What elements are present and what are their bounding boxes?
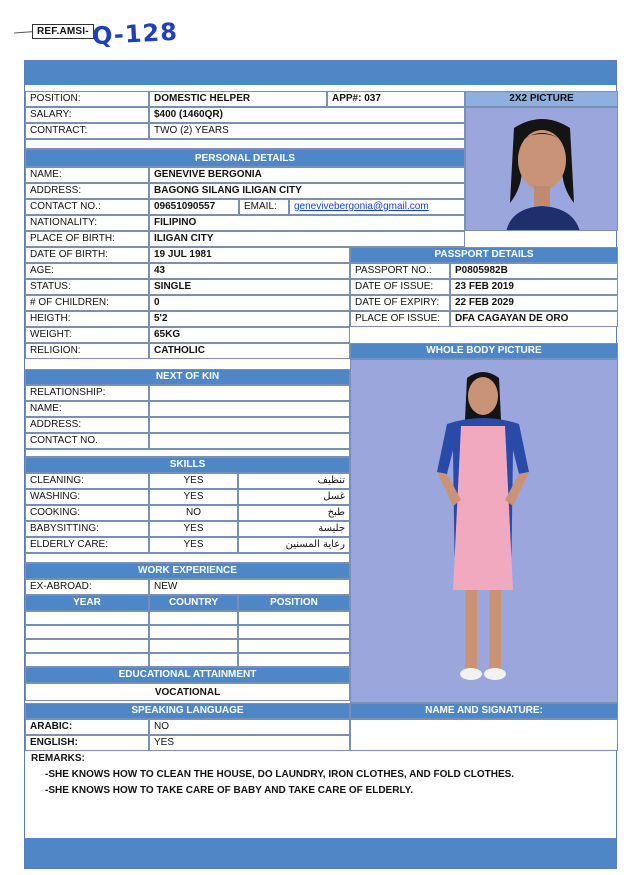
personal-details-header: PERSONAL DETAILS bbox=[25, 149, 465, 167]
personal-field-value: FILIPINO bbox=[149, 215, 465, 231]
work-cell-position bbox=[238, 611, 350, 625]
personal-field-label: HEIGTH: bbox=[25, 311, 149, 327]
personal-field-value: BAGONG SILANG ILIGAN CITY bbox=[149, 183, 465, 199]
work-cell-country bbox=[149, 611, 238, 625]
app-number: APP#: 037 bbox=[327, 91, 465, 107]
personal-field-label: STATUS: bbox=[25, 279, 149, 295]
handwritten-reference-code: Q-128 bbox=[91, 17, 179, 51]
skill-arabic-label: رعاية المسنين bbox=[238, 537, 350, 553]
language-value: NO bbox=[149, 719, 350, 735]
salary-value: $400 (1460QR) bbox=[149, 107, 465, 123]
skill-value: YES bbox=[149, 473, 238, 489]
personal-field-value: CATHOLIC bbox=[149, 343, 350, 359]
personal-field-value: 65KG bbox=[149, 327, 350, 343]
signature-box bbox=[350, 719, 618, 751]
contract-label: CONTRACT: bbox=[25, 123, 149, 139]
personal-field-value: 43 bbox=[149, 263, 350, 279]
skill-value: NO bbox=[149, 505, 238, 521]
remarks-line: -SHE KNOWS HOW TO TAKE CARE OF BABY AND TAKE CARE OF ELDERLY. bbox=[45, 785, 413, 796]
work-col-year: YEAR bbox=[25, 595, 149, 611]
personal-field-label: CONTACT NO.: bbox=[25, 199, 149, 215]
language-label: ENGLISH: bbox=[25, 735, 149, 751]
spacer-row bbox=[25, 449, 350, 457]
position-value: DOMESTIC HELPER bbox=[149, 91, 327, 107]
next-of-kin-header: NEXT OF KIN bbox=[25, 369, 350, 385]
skill-label: COOKING: bbox=[25, 505, 149, 521]
personal-field-value: 5'2 bbox=[149, 311, 350, 327]
work-col-position: POSITION bbox=[238, 595, 350, 611]
whole-body-header: WHOLE BODY PICTURE bbox=[350, 343, 618, 359]
work-col-country: COUNTRY bbox=[149, 595, 238, 611]
personal-field-label: # OF CHILDREN: bbox=[25, 295, 149, 311]
passport-field-label: DATE OF ISSUE: bbox=[350, 279, 450, 295]
kin-field-value bbox=[149, 433, 350, 449]
personal-field-value: ILIGAN CITY bbox=[149, 231, 465, 247]
contact-number-value: 09651090557 bbox=[149, 199, 239, 215]
personal-field-label: AGE: bbox=[25, 263, 149, 279]
salary-label: SALARY: bbox=[25, 107, 149, 123]
skill-value: YES bbox=[149, 537, 238, 553]
personal-field-label: NAME: bbox=[25, 167, 149, 183]
language-value: YES bbox=[149, 735, 350, 751]
work-cell-year bbox=[25, 611, 149, 625]
speaking-language-header: SPEAKING LANGUAGE bbox=[25, 703, 350, 719]
passport-field-value: DFA CAGAYAN DE ORO bbox=[450, 311, 618, 327]
kin-field-value bbox=[149, 401, 350, 417]
email-link: genevivebergonia@gmail.com bbox=[289, 199, 465, 215]
passport-field-label: PLACE OF ISSUE: bbox=[350, 311, 450, 327]
work-cell-year bbox=[25, 639, 149, 653]
skill-label: ELDERLY CARE: bbox=[25, 537, 149, 553]
kin-field-value bbox=[149, 385, 350, 401]
skill-label: WASHING: bbox=[25, 489, 149, 505]
personal-field-label: ADDRESS: bbox=[25, 183, 149, 199]
work-cell-country bbox=[149, 639, 238, 653]
whole-body-photo bbox=[350, 359, 618, 703]
work-cell-country bbox=[149, 653, 238, 667]
skill-value: YES bbox=[149, 489, 238, 505]
kin-field-label: RELATIONSHIP: bbox=[25, 385, 149, 401]
contract-value: TWO (2) YEARS bbox=[149, 123, 465, 139]
skill-arabic-label: غسل bbox=[238, 489, 350, 505]
work-cell-position bbox=[238, 653, 350, 667]
education-value: VOCATIONAL bbox=[25, 683, 350, 701]
remarks-line: -SHE KNOWS HOW TO CLEAN THE HOUSE, DO LAUNDRY, IRON CLOTHES, AND FOLD CLOTHES. bbox=[45, 769, 515, 780]
kin-field-value bbox=[149, 417, 350, 433]
portrait-icon bbox=[466, 108, 618, 231]
ex-abroad-label: EX-ABROAD: bbox=[25, 579, 149, 595]
spacer-row bbox=[25, 553, 350, 563]
spacer-row bbox=[25, 139, 465, 149]
passport-field-value: P0805982B bbox=[450, 263, 618, 279]
photo-header: 2X2 PICTURE bbox=[465, 91, 618, 107]
full-body-figure-icon bbox=[351, 360, 618, 703]
signature-header: NAME AND SIGNATURE: bbox=[350, 703, 618, 719]
position-label: POSITION: bbox=[25, 91, 149, 107]
kin-field-label: CONTACT NO. bbox=[25, 433, 149, 449]
work-cell-year bbox=[25, 625, 149, 639]
work-cell-country bbox=[149, 625, 238, 639]
skill-arabic-label: جليسة bbox=[238, 521, 350, 537]
top-banner bbox=[25, 61, 616, 85]
personal-field-value: SINGLE bbox=[149, 279, 350, 295]
skills-header: SKILLS bbox=[25, 457, 350, 473]
personal-field-label: NATIONALITY: bbox=[25, 215, 149, 231]
personal-field-label: RELIGION: bbox=[25, 343, 149, 359]
skill-arabic-label: طبخ bbox=[238, 505, 350, 521]
email-label: EMAIL: bbox=[239, 199, 289, 215]
skill-value: YES bbox=[149, 521, 238, 537]
work-cell-position bbox=[238, 639, 350, 653]
personal-field-value: 0 bbox=[149, 295, 350, 311]
personal-field-label: PLACE OF BIRTH: bbox=[25, 231, 149, 247]
portrait-photo bbox=[465, 107, 618, 231]
language-label: ARABIC: bbox=[25, 719, 149, 735]
passport-field-value: 23 FEB 2019 bbox=[450, 279, 618, 295]
passport-details-header: PASSPORT DETAILS bbox=[350, 247, 618, 263]
reference-label: REF.AMSI- bbox=[32, 24, 94, 39]
remarks-title: REMARKS: bbox=[31, 753, 85, 764]
work-experience-header: WORK EXPERIENCE bbox=[25, 563, 350, 579]
skill-label: CLEANING: bbox=[25, 473, 149, 489]
work-cell-position bbox=[238, 625, 350, 639]
personal-field-label: WEIGHT: bbox=[25, 327, 149, 343]
kin-field-label: NAME: bbox=[25, 401, 149, 417]
application-form bbox=[24, 60, 617, 869]
skill-arabic-label: تنظيف bbox=[238, 473, 350, 489]
personal-field-value: GENEVIVE BERGONIA bbox=[149, 167, 465, 183]
education-header: EDUCATIONAL ATTAINMENT bbox=[25, 667, 350, 683]
bottom-banner bbox=[25, 838, 616, 868]
passport-field-label: PASSPORT NO.: bbox=[350, 263, 450, 279]
work-cell-year bbox=[25, 653, 149, 667]
ex-abroad-value: NEW bbox=[149, 579, 350, 595]
kin-field-label: ADDRESS: bbox=[25, 417, 149, 433]
personal-field-value: 19 JUL 1981 bbox=[149, 247, 350, 263]
passport-field-label: DATE OF EXPIRY: bbox=[350, 295, 450, 311]
passport-field-value: 22 FEB 2029 bbox=[450, 295, 618, 311]
personal-field-label: DATE OF BIRTH: bbox=[25, 247, 149, 263]
skill-label: BABYSITTING: bbox=[25, 521, 149, 537]
remarks-section bbox=[25, 751, 618, 799]
